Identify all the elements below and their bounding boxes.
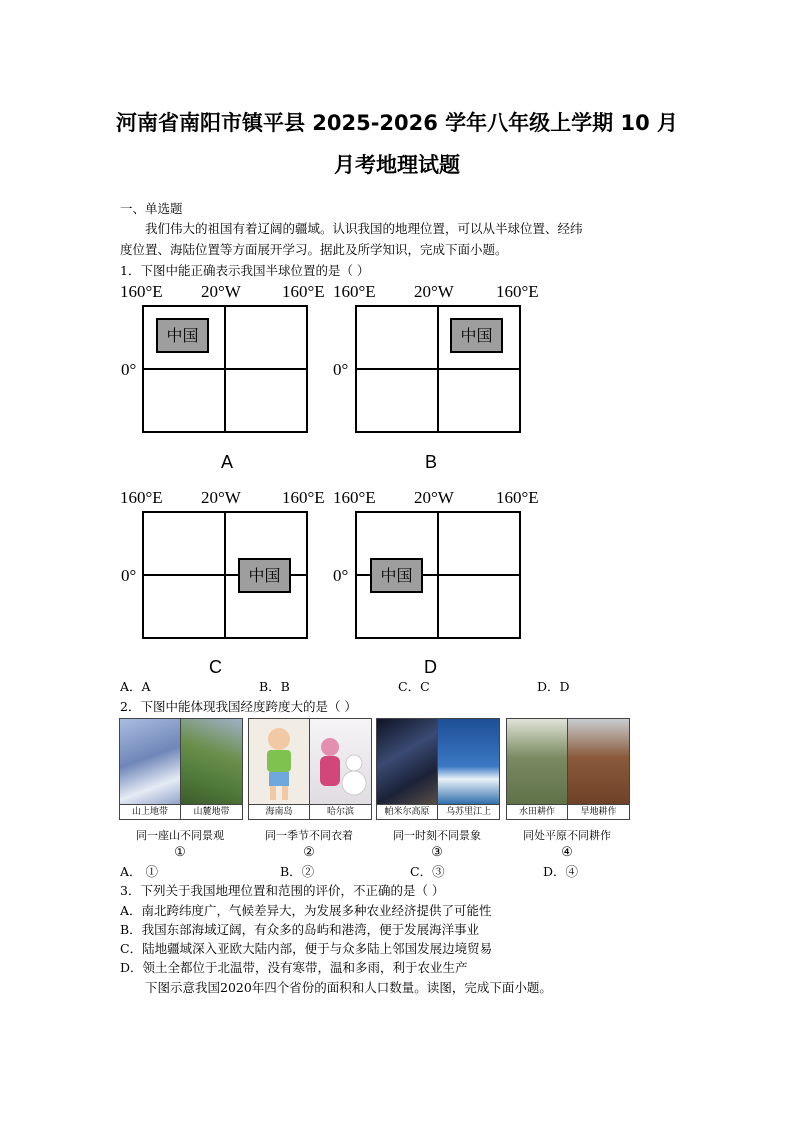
lat-label: 0°	[121, 566, 137, 585]
photo-label: 乌苏里江上	[438, 804, 499, 819]
china-box: 中国	[156, 318, 209, 353]
china-box: 中国	[238, 558, 291, 593]
lon-label-left: 160°E	[120, 488, 163, 507]
lat-label: 0°	[333, 566, 349, 585]
photo-label: 山上地带	[120, 804, 180, 819]
q3-option-c[interactable]: C．陆地疆域深入亚欧大陆内部，便于与众多陆上邻国发展边境贸易	[120, 941, 493, 956]
hemisphere-grid	[355, 511, 521, 639]
photo-label: 帕米尔高原	[377, 804, 437, 819]
q1-option-c[interactable]: C．C	[398, 679, 430, 694]
dry-field-image	[568, 719, 629, 805]
child-icon	[249, 719, 309, 805]
lon-label-mid: 20°W	[414, 282, 454, 301]
photo-caption: 同一季节不同衣着	[265, 829, 353, 842]
lon-label-mid: 20°W	[414, 488, 454, 507]
lon-label-mid: 20°W	[201, 488, 241, 507]
lon-label-right: 160°E	[496, 488, 539, 507]
intro-line-2: 度位置、海陆位置等方面展开学习。据此及所学知识，完成下面小题。	[120, 242, 508, 257]
china-box: 中国	[450, 318, 503, 353]
paddy-field-image	[507, 719, 567, 805]
q1-option-b[interactable]: B．B	[259, 679, 290, 694]
lon-label-right: 160°E	[282, 488, 325, 507]
hemisphere-grid	[142, 305, 308, 433]
q2-option-d[interactable]: D．④	[543, 864, 579, 879]
lon-label-left: 160°E	[120, 282, 163, 301]
intro-line-1: 我们伟大的祖国有着辽阔的疆域。认识我国的地理位置，可以从半球位置、经纬	[145, 221, 583, 236]
summer-child-image	[249, 719, 309, 805]
china-box: 中国	[370, 558, 423, 593]
hemisphere-grid	[142, 511, 308, 639]
photo-label: 山麓地带	[181, 804, 242, 819]
lon-label-right: 160°E	[282, 282, 325, 301]
diagram-letter: A	[221, 452, 234, 472]
photo-caption: 同一座山不同景观	[136, 829, 224, 842]
photo-caption: 同处平原不同耕作	[523, 829, 611, 842]
photo-number: ②	[303, 845, 315, 860]
hemisphere-grid	[355, 305, 521, 433]
photo-number: ④	[561, 845, 573, 860]
photo-same-moment	[376, 718, 500, 820]
q2-option-b[interactable]: B．②	[280, 864, 315, 879]
q2-option-a[interactable]: A． ①	[120, 864, 159, 879]
photo-mountain-landscapes	[119, 718, 243, 820]
diagram-letter: B	[425, 452, 438, 472]
question-2-stem: 2．下图中能体现我国经度跨度大的是（ ）	[120, 699, 357, 714]
question-4-intro: 下图示意我国2020年四个省份的面积和人口数量。读图，完成下面小题。	[145, 980, 552, 995]
q1-option-a[interactable]: A．A	[120, 679, 151, 694]
q2-option-c[interactable]: C．③	[410, 864, 445, 879]
photo-label: 海南岛	[249, 804, 309, 819]
snowman-icon	[310, 719, 371, 805]
winter-child-image	[310, 719, 371, 805]
lat-label: 0°	[121, 360, 137, 379]
lon-label-left: 160°E	[333, 488, 376, 507]
photo-season-clothing	[248, 718, 372, 820]
diagram-letter: D	[424, 657, 437, 677]
question-1-stem: 1．下图中能正确表示我国半球位置的是（ ）	[120, 263, 370, 278]
photo-number: ③	[431, 845, 443, 860]
q1-option-d[interactable]: D．D	[537, 679, 570, 694]
photo-label: 水田耕作	[507, 804, 567, 819]
snow-mountain-image	[120, 719, 180, 805]
q3-option-a[interactable]: A．南北跨纬度广，气候差异大，为发展多种农业经济提供了可能性	[120, 903, 492, 918]
photo-caption: 同一时刻不同景象	[393, 829, 481, 842]
lon-label-left: 160°E	[333, 282, 376, 301]
section-heading: 一、单选题	[120, 201, 183, 216]
night-sky-image	[377, 719, 437, 805]
question-3-stem: 3．下列关于我国地理位置和范围的评价，不正确的是（ ）	[120, 883, 445, 898]
lon-label-mid: 20°W	[201, 282, 241, 301]
photo-label: 哈尔滨	[310, 804, 371, 819]
q3-option-d[interactable]: D．领土全都位于北温带，没有寒带，温和多雨，利于农业生产	[120, 960, 468, 975]
photo-number: ①	[174, 845, 186, 860]
page-title-line2: 月考地理试题	[334, 153, 460, 177]
photo-label: 旱地耕作	[568, 804, 629, 819]
photo-farming	[506, 718, 630, 820]
diagram-letter: C	[209, 657, 222, 677]
lat-label: 0°	[333, 360, 349, 379]
lon-label-right: 160°E	[496, 282, 539, 301]
page-title-line1: 河南省南阳市镇平县 2025-2026 学年八年级上学期 10 月	[115, 111, 679, 135]
green-mountain-image	[181, 719, 242, 805]
ocean-day-image	[438, 719, 499, 805]
q3-option-b[interactable]: B．我国东部海域辽阔，有众多的岛屿和港湾，便于发展海洋事业	[120, 922, 480, 937]
